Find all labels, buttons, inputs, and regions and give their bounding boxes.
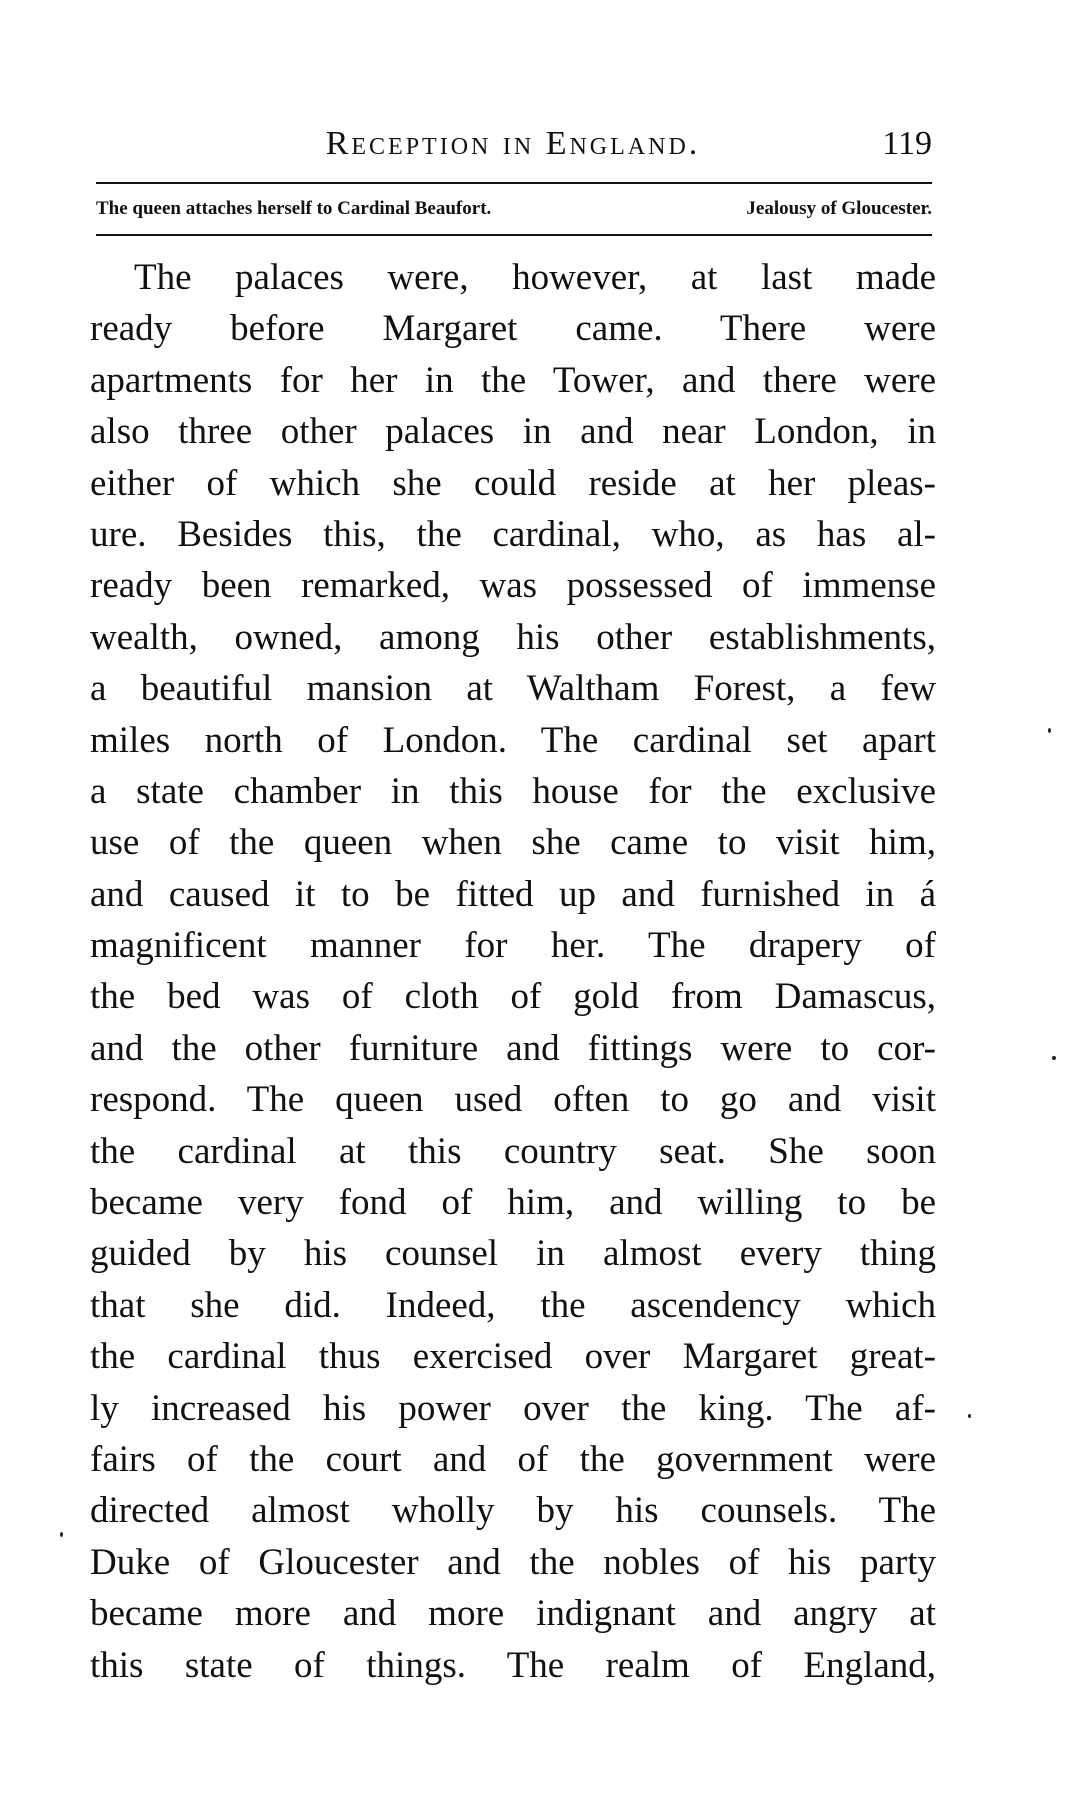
header-rule-top (96, 182, 932, 184)
text-line: ly increased his power over the king. The af- (90, 1387, 936, 1429)
text-line: use of the queen when she came to visit him, (90, 822, 936, 864)
text-line: ready been remarked, was possessed of immense (90, 565, 936, 607)
text-line: fairs of the court and of the government were (90, 1438, 936, 1480)
running-title: Reception in England. (325, 125, 701, 162)
running-head (88, 118, 938, 170)
text-line: Duke of Gloucester and the nobles of his party (90, 1541, 936, 1583)
text-line: this state of things. The realm of England, (90, 1644, 936, 1686)
text-line: the cardinal thus exercised over Margaret great- (90, 1336, 936, 1378)
print-speck (968, 1414, 971, 1418)
text-line: guided by his counsel in almost every thing (90, 1233, 936, 1275)
body-text (90, 252, 936, 1691)
text-line: either of which she could reside at her pleas- (90, 462, 936, 504)
text-line: and caused it to be fitted up and furnished in á (90, 873, 936, 915)
text-line: the cardinal at this country seat. She soon (90, 1130, 936, 1172)
text-line: apartments for her in the Tower, and there were (90, 359, 936, 401)
print-speck (1048, 728, 1051, 733)
text-line: respond. The queen used often to go and visit (90, 1079, 936, 1121)
text-line: and the other furniture and fittings were to cor- (90, 1027, 936, 1069)
page-number: 119 (882, 125, 932, 162)
text-line: ure. Besides this, the cardinal, who, as has al- (90, 513, 936, 555)
subhead-left: The queen attaches herself to Cardinal Beaufort. (96, 198, 492, 219)
text-line: became more and more indignant and angry at (90, 1593, 936, 1635)
subhead-right: Jealousy of Gloucester. (746, 198, 932, 219)
print-speck (60, 1532, 63, 1537)
text-line: that she did. Indeed, the ascendency which (90, 1284, 936, 1326)
text-line: directed almost wholly by his counsels. The (90, 1490, 936, 1532)
text-line: magnificent manner for her. The drapery of (90, 925, 936, 967)
header-rule-bottom (96, 234, 932, 236)
text-line: also three other palaces in and near London, in (90, 411, 936, 453)
marginal-subheads (96, 190, 932, 228)
text-line: The palaces were, however, at last made (134, 257, 936, 298)
text-line: a state chamber in this house for the exclusive (90, 770, 936, 812)
text-line: miles north of London. The cardinal set apart (90, 719, 936, 761)
text-line: became very fond of him, and willing to be (90, 1182, 936, 1224)
text-line: wealth, owned, among his other establishments, (90, 616, 936, 658)
text-line: the bed was of cloth of gold from Damascus, (90, 976, 936, 1018)
print-speck (1052, 1056, 1056, 1060)
text-line: ready before Margaret came. There were (90, 308, 936, 350)
text-line: a beautiful mansion at Waltham Forest, a few (90, 668, 936, 710)
